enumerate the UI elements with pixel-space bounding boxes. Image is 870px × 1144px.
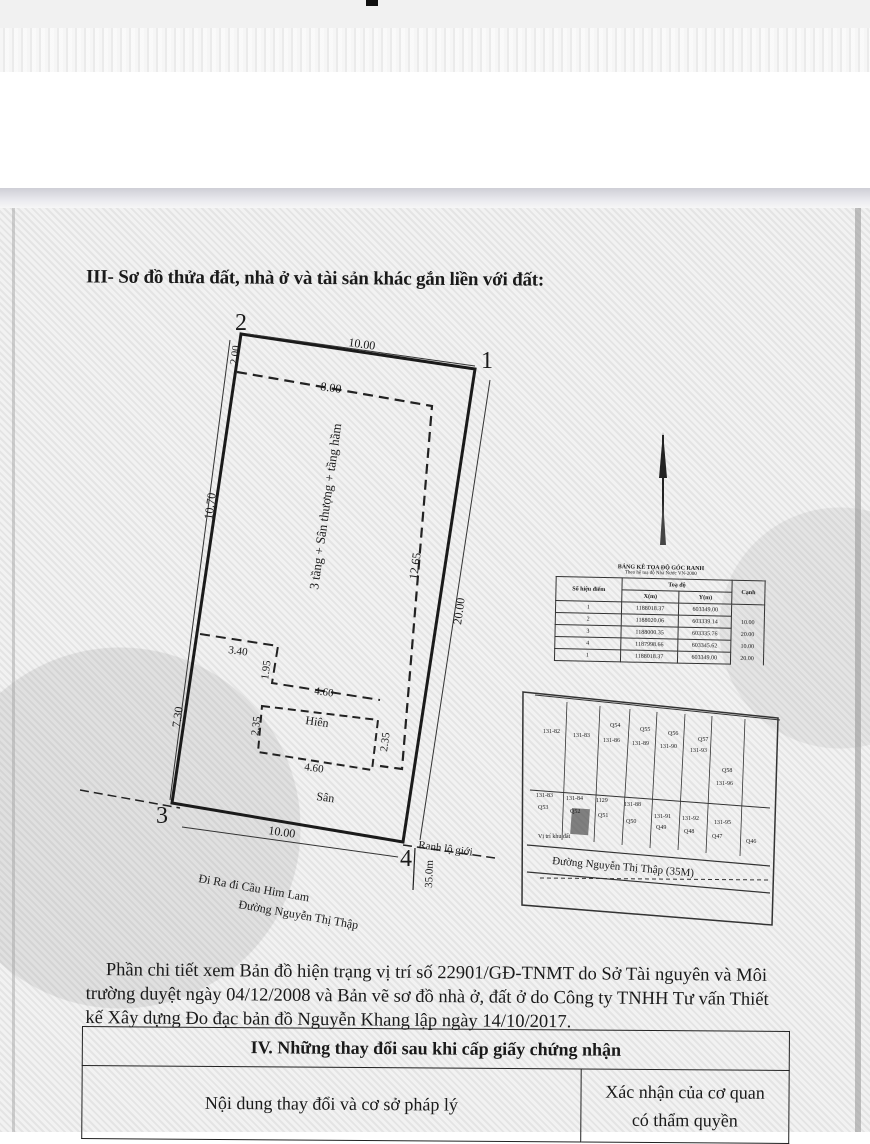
map-lower-label-12: Q48 xyxy=(684,829,695,835)
coord-cell: 1 xyxy=(554,648,620,661)
dim-left-setback: 2.00 xyxy=(228,344,243,366)
coord-cell: 1 xyxy=(555,601,621,614)
hien-upper-outline xyxy=(200,634,380,700)
map-lower-label-7: Q53 xyxy=(538,805,549,811)
street-label: Đường Nguyễn Thị Thập xyxy=(237,897,360,933)
boundary-label: Ranh lộ giới xyxy=(417,839,474,859)
dim-top-outer: 10.00 xyxy=(347,335,377,353)
coord-header-edge: Cạnh xyxy=(732,580,765,605)
coord-cell: 1188018.37 xyxy=(621,602,679,615)
coord-cell: 603345.62 xyxy=(678,639,731,652)
dim-top-inner: 8.00 xyxy=(319,379,343,396)
coord-cell: 1188018.37 xyxy=(620,650,678,663)
coord-cell: 1188020.06 xyxy=(621,614,679,627)
changes-table-title: IV. Những thay đổi sau khi cấp giấy chứng nhận xyxy=(82,1027,789,1071)
map-lower-label-0: 131-83 xyxy=(536,793,553,799)
map-upper-label-4: Q56 xyxy=(668,731,679,737)
coord-cell: 3 xyxy=(555,624,621,637)
map-lower-label-9: Q51 xyxy=(598,813,609,819)
coord-cell: 1188000.35 xyxy=(621,626,679,639)
coord-edge-cell: 10.00 xyxy=(731,616,764,629)
corner-4: 4 xyxy=(400,846,412,872)
map-street-label: Đường Nguyễn Thị Thập (35M) xyxy=(551,855,695,880)
exit-direction-label: Đi Ra đi Cầu Him Lam xyxy=(197,871,311,905)
map-upper-label-3: Q55 xyxy=(640,727,651,733)
map-lower-label-10: Q50 xyxy=(626,819,637,825)
coord-cell: 603349.00 xyxy=(678,651,731,664)
dim-hien-left: 2.35 xyxy=(249,715,264,737)
dim-road-width: 35.0m xyxy=(423,859,436,889)
location-map xyxy=(522,692,780,925)
corner-3: 3 xyxy=(156,803,168,829)
map-lower-label-13: Q47 xyxy=(712,834,723,840)
coord-subheader-y: Y(m) xyxy=(679,591,732,604)
coord-cell: 603339.14 xyxy=(678,615,731,628)
dim-right-outer: 20.00 xyxy=(450,596,468,626)
dim-hien-bottom: 4.60 xyxy=(303,761,325,776)
map-lower-label-8: Q52 xyxy=(570,809,581,815)
changes-col-content: Nội dung thay đổi và cơ sở pháp lý xyxy=(82,1066,581,1142)
map-lower-label-14: Q46 xyxy=(746,839,757,845)
coord-header-point: Số hiệu điểm xyxy=(556,577,622,602)
coord-cell xyxy=(731,604,764,617)
changes-col-confirmation xyxy=(581,1069,790,1143)
corner-2: 2 xyxy=(235,310,247,336)
coord-cell: 603349.00 xyxy=(679,603,732,616)
dim-line-left xyxy=(170,340,230,800)
coordinate-table-title: BẢNG KÊ TỌA ĐỘ GÓC RANH xyxy=(617,564,705,573)
coord-cell: 1187998.66 xyxy=(620,638,678,651)
coordinate-table-subtitle: Theo hệ toạ độ Nhà Nước VN-2000 xyxy=(624,570,697,577)
map-upper-label-7: 131-89 xyxy=(632,741,649,747)
coord-subheader-x: X(m) xyxy=(621,590,679,603)
map-site-marker: Vị trí khu đất xyxy=(538,834,571,840)
map-lower-label-11: Q49 xyxy=(656,825,667,831)
coord-edge-cell: 20.00 xyxy=(730,652,763,665)
map-lower-label-5: 131-92 xyxy=(682,816,699,822)
road-width-line xyxy=(413,848,415,890)
map-lower-label-2: 1129 xyxy=(596,798,608,804)
map-upper-label-8: 131-90 xyxy=(660,744,677,750)
map-lower-label-3: 131-88 xyxy=(624,802,641,808)
coord-cell: 4 xyxy=(555,636,621,649)
north-arrow-icon xyxy=(659,432,667,545)
map-upper-label-1: 131-83 xyxy=(573,733,590,739)
dim-hien-step: 1.95 xyxy=(259,659,274,681)
dim-hien-top: 4.60 xyxy=(313,685,335,700)
confirmation-line-1: Xác nhận của cơ quan xyxy=(605,1081,765,1103)
coord-edge-cell: 20.00 xyxy=(731,628,764,641)
coord-edge-cell: 10.00 xyxy=(731,640,764,653)
coord-cell: 603335.76 xyxy=(678,627,731,640)
map-upper-label-2: Q54 xyxy=(610,723,621,729)
map-upper-label-10: Q58 xyxy=(722,768,733,774)
coord-cell: 2 xyxy=(555,612,621,625)
map-lower-label-4: 131-91 xyxy=(654,814,671,820)
map-upper-label-0: 131-82 xyxy=(543,729,560,735)
san-label: Sân xyxy=(315,789,336,806)
map-lower-label-1: 131-84 xyxy=(566,796,583,802)
dim-hien-offset: 3.40 xyxy=(227,644,249,659)
hien-label: Hiên xyxy=(304,713,330,731)
map-upper-label-6: 131-86 xyxy=(603,738,620,744)
map-lower-label-6: 131-95 xyxy=(714,820,731,826)
dim-hien-right: 2.35 xyxy=(378,731,393,753)
dim-bottom: 10.00 xyxy=(267,823,297,841)
dim-left-lower: 7.30 xyxy=(169,705,186,729)
map-upper-label-5: Q57 xyxy=(698,737,709,743)
coordinate-table xyxy=(554,563,766,665)
dim-right-inner: 12.65 xyxy=(406,551,424,581)
confirmation-line-2: có thẩm quyền xyxy=(631,1109,738,1131)
coord-header-coords: Toạ độ xyxy=(622,578,733,592)
corner-1: 1 xyxy=(481,348,493,374)
map-upper-label-11: 131-96 xyxy=(716,781,733,787)
reference-paragraph: Phần chi tiết xem Bản đồ hiện trạng vị trí số 22901/GĐ-TNMT do Sở Tài nguyên và Môi trường duyệt ngày 04/12/2008 và Bản vẽ sơ đồ nhà ở, đất ở do Công ty TNHH Tư vấn Thiết kế Xây dựng Đo đạc bản đồ Nguyễn Khang lập ngày 14/10/2017. xyxy=(85,960,769,1033)
section-heading: III- Sơ đồ thửa đất, nhà ở và tài sản khác gắn liền với đất: xyxy=(85,266,545,291)
building-label: 3 tầng + Sân thượng + tầng hầm xyxy=(306,422,345,591)
changes-table xyxy=(81,1026,790,1144)
map-upper-label-9: 131-93 xyxy=(690,748,707,754)
dim-left-upper: 10.70 xyxy=(201,491,219,521)
